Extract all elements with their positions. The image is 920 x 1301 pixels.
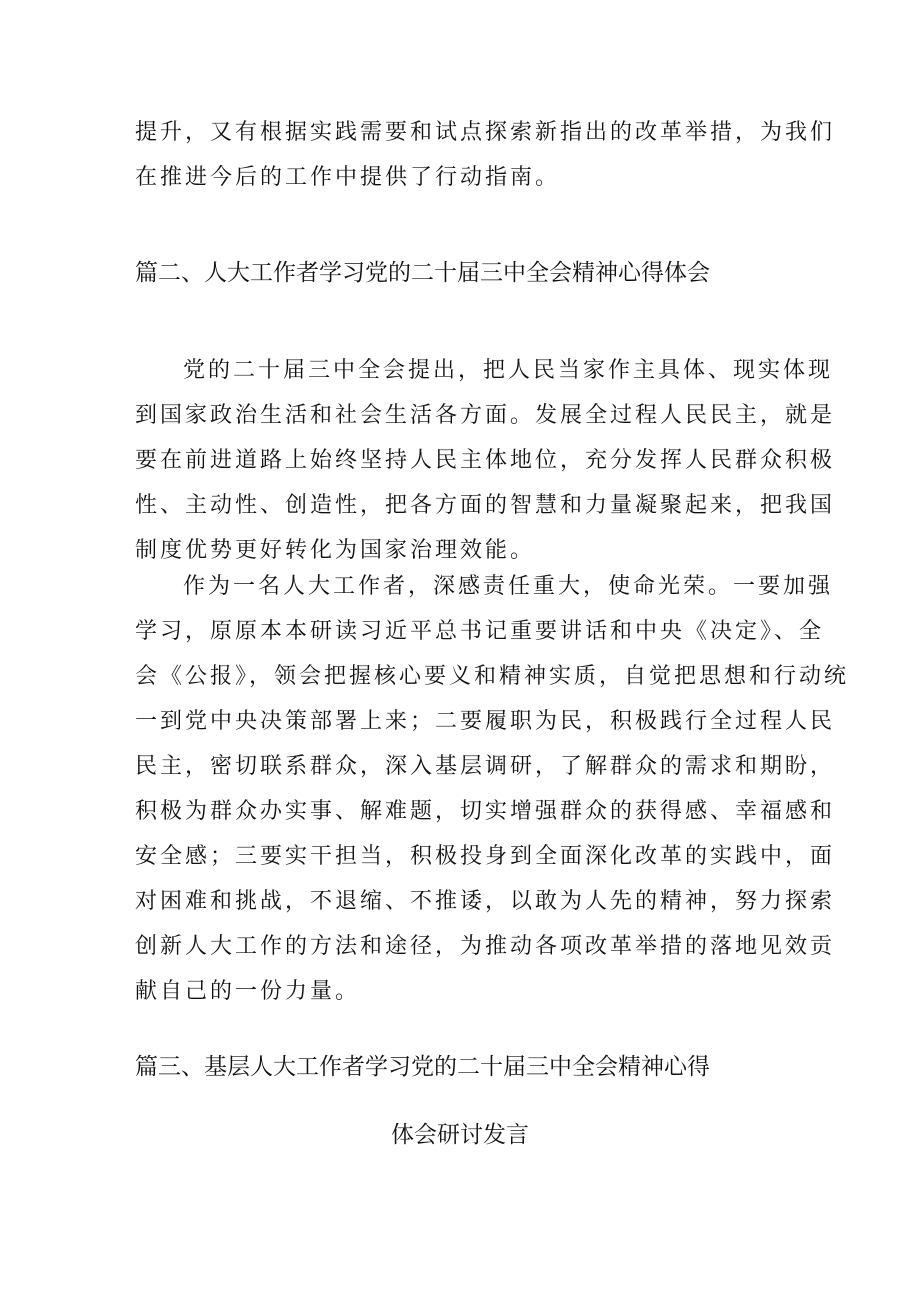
s2-p2-line-9: 创新人大工作的方法和途径，为推动各项改革举措的落地见效贡	[135, 934, 836, 959]
s2-p2-line-3: 会《公报》，领会把握核心要义和精神实质，自觉把思想和行动统	[135, 664, 850, 689]
s2-p2-line-6: 积极为群众办实事、解难题，切实增强群众的获得感、幸福感和	[135, 799, 836, 824]
intro-line-1: 提升，又有根据实践需要和试点探索新指出的改革举措，为我们	[135, 120, 836, 145]
s2-p2-line-7: 安全感；三要实干担当，积极投身到全面深化改革的实践中，面	[135, 844, 836, 869]
intro-line-2: 在推进今后的工作中提供了行动指南。	[135, 165, 561, 190]
s2-p2-line-10: 献自己的一份力量。	[135, 979, 361, 1004]
s2-p2-line-1: 作为一名人大工作者，深感责任重大，使命光荣。一要加强	[183, 574, 834, 599]
s2-p2-line-8: 对困难和挑战，不退缩、不推诿，以敢为人先的精神，努力探索	[135, 889, 836, 914]
s2-p2-line-4: 一到党中央决策部署上来；二要履职为民，积极践行全过程人民	[135, 709, 836, 734]
s2-p1-line-3: 要在前进道路上始终坚持人民主体地位，充分发挥人民群众积极	[135, 448, 836, 473]
s2-p1-line-4: 性、主动性、创造性，把各方面的智慧和力量凝聚起来，把我国	[135, 493, 836, 518]
s2-p2-line-5: 民主，密切联系群众，深入基层调研，了解群众的需求和期盼，	[135, 754, 836, 779]
section-2-heading: 篇二、人大工作者学习党的二十届三中全会精神心得体会	[135, 260, 710, 286]
s2-p1-line-5: 制度优势更好转化为国家治理效能。	[135, 538, 536, 563]
section-3-heading-line-1: 篇三、基层人大工作者学习党的二十届三中全会精神心得	[135, 1054, 710, 1080]
s2-p1-line-1: 党的二十届三中全会提出，把人民当家作主具体、现实体现	[183, 358, 834, 383]
s2-p1-line-2: 到国家政治生活和社会生活各方面。发展全过程人民民主，就是	[135, 403, 836, 428]
section-3-heading-line-2: 体会研讨发言	[391, 1122, 529, 1148]
s2-p2-line-2: 学习，原原本本研读习近平总书记重要讲话和中央《决定》、全	[135, 619, 825, 644]
